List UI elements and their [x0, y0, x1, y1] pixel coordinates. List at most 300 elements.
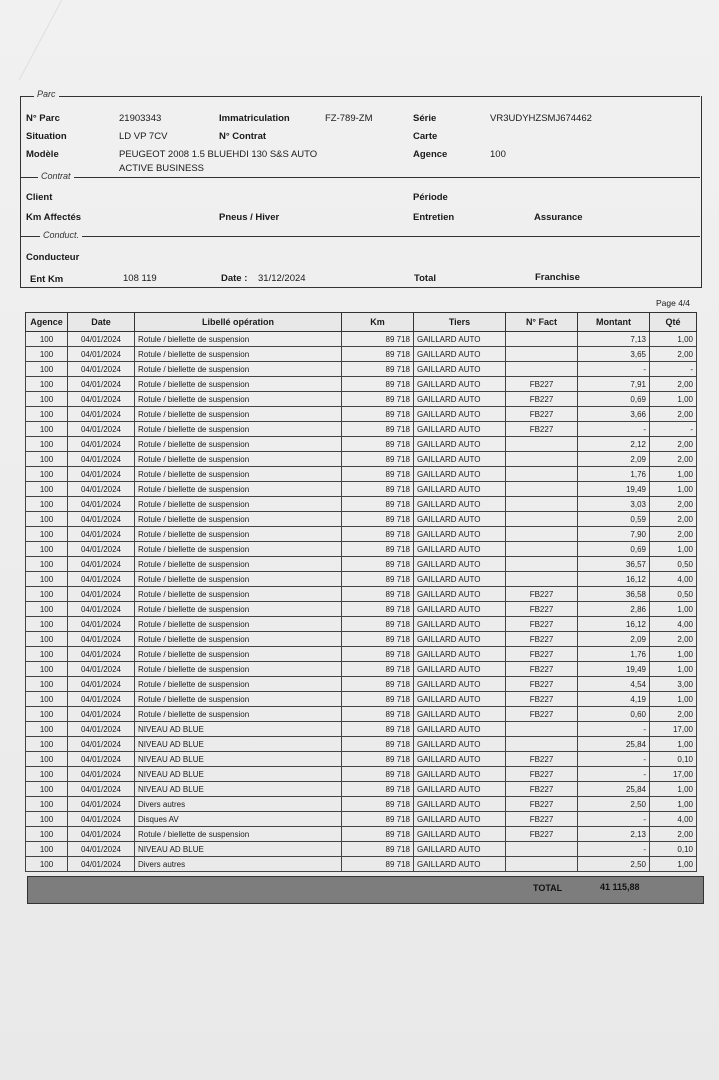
libelle-cell: Rotule / biellette de suspension: [135, 392, 342, 407]
km-cell: 89 718: [342, 737, 414, 752]
qte-cell: 1,00: [650, 467, 697, 482]
montant-cell: 2,09: [578, 452, 650, 467]
km-cell: 89 718: [342, 542, 414, 557]
agence-cell: 100: [26, 797, 68, 812]
date-cell: 04/01/2024: [68, 527, 135, 542]
table-row: [26, 632, 697, 647]
montant-cell: 1,76: [578, 467, 650, 482]
date-cell: 04/01/2024: [68, 587, 135, 602]
date-cell: 04/01/2024: [68, 782, 135, 797]
date-cell: 04/01/2024: [68, 467, 135, 482]
col-header-tiers: Tiers: [414, 313, 506, 332]
montant-cell: -: [578, 767, 650, 782]
no-fact-cell: [506, 557, 578, 572]
tiers-cell: GAILLARD AUTO: [414, 782, 506, 797]
libelle-cell: Rotule / biellette de suspension: [135, 332, 342, 347]
date-cell: 04/01/2024: [68, 842, 135, 857]
client-label: Client: [26, 192, 53, 203]
qte-cell: 4,00: [650, 617, 697, 632]
agence-cell: 100: [26, 497, 68, 512]
qte-cell: 0,50: [650, 587, 697, 602]
no-fact-cell: FB227: [506, 692, 578, 707]
no-fact-cell: FB227: [506, 767, 578, 782]
agence-cell: 100: [26, 707, 68, 722]
date-cell: 04/01/2024: [68, 752, 135, 767]
no-fact-cell: [506, 842, 578, 857]
date-cell: 04/01/2024: [68, 407, 135, 422]
qte-cell: 0,10: [650, 842, 697, 857]
no-fact-cell: FB227: [506, 707, 578, 722]
montant-cell: 36,57: [578, 557, 650, 572]
agence-cell: 100: [26, 587, 68, 602]
agence-cell: 100: [26, 662, 68, 677]
modele-value-line1: PEUGEOT 2008 1.5 BLUEHDI 130 S&S AUTO: [119, 149, 318, 160]
table-row: [26, 362, 697, 377]
montant-cell: 0,60: [578, 707, 650, 722]
km-cell: 89 718: [342, 602, 414, 617]
montant-cell: 36,58: [578, 587, 650, 602]
agence-cell: 100: [26, 767, 68, 782]
libelle-cell: Rotule / biellette de suspension: [135, 827, 342, 842]
montant-cell: 2,13: [578, 827, 650, 842]
no-fact-cell: FB227: [506, 647, 578, 662]
table-row: [26, 437, 697, 452]
agence-cell: 100: [26, 557, 68, 572]
agence-cell: 100: [26, 617, 68, 632]
agence-cell: 100: [26, 527, 68, 542]
date-cell: 04/01/2024: [68, 797, 135, 812]
no-contrat-label: N° Contrat: [219, 131, 267, 142]
agence-cell: 100: [26, 467, 68, 482]
agence-cell: 100: [26, 722, 68, 737]
km-cell: 89 718: [342, 557, 414, 572]
date-cell: 04/01/2024: [68, 482, 135, 497]
tiers-cell: GAILLARD AUTO: [414, 512, 506, 527]
table-row: [26, 842, 697, 857]
entretien-label: Entretien: [413, 212, 455, 223]
agence-cell: 100: [26, 347, 68, 362]
agence-cell: 100: [26, 752, 68, 767]
montant-cell: -: [578, 752, 650, 767]
conducteur-label: Conducteur: [26, 252, 80, 263]
km-cell: 89 718: [342, 767, 414, 782]
montant-cell: 7,13: [578, 332, 650, 347]
table-row: [26, 347, 697, 362]
qte-cell: 1,00: [650, 332, 697, 347]
date-cell: 04/01/2024: [68, 647, 135, 662]
col-header-km: Km: [342, 313, 414, 332]
tiers-cell: GAILLARD AUTO: [414, 557, 506, 572]
tiers-cell: GAILLARD AUTO: [414, 692, 506, 707]
libelle-cell: Rotule / biellette de suspension: [135, 437, 342, 452]
contrat-section-rule: [20, 177, 700, 178]
libelle-cell: Rotule / biellette de suspension: [135, 347, 342, 362]
table-row: [26, 407, 697, 422]
tiers-cell: GAILLARD AUTO: [414, 797, 506, 812]
date-cell: 04/01/2024: [68, 392, 135, 407]
table-row: [26, 557, 697, 572]
tiers-cell: GAILLARD AUTO: [414, 632, 506, 647]
date-value: 31/12/2024: [258, 273, 306, 284]
libelle-cell: Rotule / biellette de suspension: [135, 647, 342, 662]
date-cell: 04/01/2024: [68, 422, 135, 437]
km-cell: 89 718: [342, 572, 414, 587]
libelle-cell: Rotule / biellette de suspension: [135, 707, 342, 722]
montant-cell: -: [578, 722, 650, 737]
date-cell: 04/01/2024: [68, 542, 135, 557]
situation-value: LD VP 7CV: [119, 131, 168, 142]
assurance-label: Assurance: [534, 212, 583, 223]
table-row: [26, 812, 697, 827]
col-header-libelle: Libellé opération: [135, 313, 342, 332]
tiers-cell: GAILLARD AUTO: [414, 452, 506, 467]
tiers-cell: GAILLARD AUTO: [414, 707, 506, 722]
montant-cell: 2,09: [578, 632, 650, 647]
montant-cell: 4,19: [578, 692, 650, 707]
montant-cell: 1,76: [578, 647, 650, 662]
serie-value: VR3UDYHZSMJ674462: [490, 113, 592, 124]
montant-cell: 7,90: [578, 527, 650, 542]
agence-cell: 100: [26, 632, 68, 647]
franchise-label: Franchise: [535, 272, 580, 283]
no-fact-cell: FB227: [506, 752, 578, 767]
col-header-qte: Qté: [650, 313, 697, 332]
tiers-cell: GAILLARD AUTO: [414, 527, 506, 542]
no-fact-cell: [506, 452, 578, 467]
km-cell: 89 718: [342, 647, 414, 662]
table-row: [26, 392, 697, 407]
libelle-cell: Rotule / biellette de suspension: [135, 602, 342, 617]
libelle-cell: NIVEAU AD BLUE: [135, 737, 342, 752]
km-cell: 89 718: [342, 827, 414, 842]
libelle-cell: Rotule / biellette de suspension: [135, 617, 342, 632]
km-cell: 89 718: [342, 707, 414, 722]
table-row: [26, 722, 697, 737]
tiers-cell: GAILLARD AUTO: [414, 677, 506, 692]
libelle-cell: Rotule / biellette de suspension: [135, 677, 342, 692]
agence-cell: 100: [26, 827, 68, 842]
tiers-cell: GAILLARD AUTO: [414, 347, 506, 362]
qte-cell: 17,00: [650, 722, 697, 737]
montant-cell: -: [578, 362, 650, 377]
table-row: [26, 512, 697, 527]
date-cell: 04/01/2024: [68, 512, 135, 527]
montant-cell: 7,91: [578, 377, 650, 392]
agence-cell: 100: [26, 482, 68, 497]
tiers-cell: GAILLARD AUTO: [414, 662, 506, 677]
no-fact-cell: FB227: [506, 602, 578, 617]
tiers-cell: GAILLARD AUTO: [414, 857, 506, 872]
table-row: [26, 662, 697, 677]
table-row: [26, 527, 697, 542]
tiers-cell: GAILLARD AUTO: [414, 647, 506, 662]
km-cell: 89 718: [342, 422, 414, 437]
date-cell: 04/01/2024: [68, 722, 135, 737]
agence-cell: 100: [26, 362, 68, 377]
tiers-cell: GAILLARD AUTO: [414, 467, 506, 482]
agence-cell: 100: [26, 602, 68, 617]
no-fact-cell: [506, 542, 578, 557]
date-cell: 04/01/2024: [68, 332, 135, 347]
qte-cell: 1,00: [650, 647, 697, 662]
tiers-cell: GAILLARD AUTO: [414, 722, 506, 737]
carte-label: Carte: [413, 131, 438, 142]
km-cell: 89 718: [342, 662, 414, 677]
table-row: [26, 587, 697, 602]
date-cell: 04/01/2024: [68, 602, 135, 617]
libelle-cell: Rotule / biellette de suspension: [135, 452, 342, 467]
qte-cell: 1,00: [650, 662, 697, 677]
agence-cell: 100: [26, 647, 68, 662]
montant-cell: 4,54: [578, 677, 650, 692]
libelle-cell: Rotule / biellette de suspension: [135, 632, 342, 647]
no-fact-cell: [506, 467, 578, 482]
date-cell: 04/01/2024: [68, 662, 135, 677]
libelle-cell: NIVEAU AD BLUE: [135, 842, 342, 857]
agence-cell: 100: [26, 782, 68, 797]
qte-cell: 1,00: [650, 737, 697, 752]
qte-cell: 2,00: [650, 827, 697, 842]
total-value: 41 115,88: [600, 882, 640, 892]
tiers-cell: GAILLARD AUTO: [414, 437, 506, 452]
libelle-cell: NIVEAU AD BLUE: [135, 722, 342, 737]
agence-cell: 100: [26, 692, 68, 707]
libelle-cell: Rotule / biellette de suspension: [135, 572, 342, 587]
no-fact-cell: [506, 347, 578, 362]
tiers-cell: GAILLARD AUTO: [414, 377, 506, 392]
qte-cell: 2,00: [650, 527, 697, 542]
operations-table: [25, 312, 697, 872]
agence-cell: 100: [26, 857, 68, 872]
km-cell: 89 718: [342, 407, 414, 422]
no-fact-cell: [506, 722, 578, 737]
paper-fold-shadow: [0, 0, 62, 80]
no-parc-value: 21903343: [119, 113, 162, 124]
qte-cell: 1,00: [650, 602, 697, 617]
libelle-cell: Rotule / biellette de suspension: [135, 482, 342, 497]
date-cell: 04/01/2024: [68, 707, 135, 722]
libelle-cell: NIVEAU AD BLUE: [135, 782, 342, 797]
no-fact-cell: FB227: [506, 392, 578, 407]
table-row: [26, 617, 697, 632]
agence-cell: 100: [26, 332, 68, 347]
montant-cell: 16,12: [578, 617, 650, 632]
date-cell: 04/01/2024: [68, 677, 135, 692]
agence-cell: 100: [26, 377, 68, 392]
no-fact-cell: [506, 482, 578, 497]
libelle-cell: Rotule / biellette de suspension: [135, 557, 342, 572]
libelle-cell: Rotule / biellette de suspension: [135, 527, 342, 542]
no-fact-cell: [506, 437, 578, 452]
libelle-cell: Rotule / biellette de suspension: [135, 362, 342, 377]
no-fact-cell: FB227: [506, 782, 578, 797]
date-cell: 04/01/2024: [68, 812, 135, 827]
qte-cell: 2,00: [650, 512, 697, 527]
km-cell: 89 718: [342, 722, 414, 737]
km-cell: 89 718: [342, 377, 414, 392]
table-row: [26, 452, 697, 467]
libelle-cell: Rotule / biellette de suspension: [135, 377, 342, 392]
table-body: [26, 332, 697, 872]
montant-cell: 3,03: [578, 497, 650, 512]
conduct-section-label: Conduct.: [40, 230, 82, 240]
date-cell: 04/01/2024: [68, 857, 135, 872]
tiers-cell: GAILLARD AUTO: [414, 332, 506, 347]
col-header-no-fact: N° Fact: [506, 313, 578, 332]
qte-cell: 2,00: [650, 437, 697, 452]
agence-cell: 100: [26, 437, 68, 452]
table-row: [26, 422, 697, 437]
km-cell: 89 718: [342, 857, 414, 872]
col-header-date: Date: [68, 313, 135, 332]
km-cell: 89 718: [342, 692, 414, 707]
no-fact-cell: [506, 497, 578, 512]
libelle-cell: Rotule / biellette de suspension: [135, 407, 342, 422]
table-row: [26, 737, 697, 752]
ent-km-label: Ent Km: [30, 274, 64, 285]
tiers-cell: GAILLARD AUTO: [414, 812, 506, 827]
no-fact-cell: FB227: [506, 797, 578, 812]
total-label: TOTAL: [533, 883, 563, 893]
km-cell: 89 718: [342, 497, 414, 512]
table-row: [26, 482, 697, 497]
libelle-cell: Rotule / biellette de suspension: [135, 662, 342, 677]
km-cell: 89 718: [342, 392, 414, 407]
agence-cell: 100: [26, 512, 68, 527]
qte-cell: 0,10: [650, 752, 697, 767]
montant-cell: 2,50: [578, 797, 650, 812]
libelle-cell: NIVEAU AD BLUE: [135, 752, 342, 767]
tiers-cell: GAILLARD AUTO: [414, 842, 506, 857]
table-row: [26, 467, 697, 482]
montant-cell: 0,69: [578, 542, 650, 557]
table-row: [26, 782, 697, 797]
date-cell: 04/01/2024: [68, 617, 135, 632]
qte-cell: 1,00: [650, 482, 697, 497]
date-cell: 04/01/2024: [68, 737, 135, 752]
table-row: [26, 752, 697, 767]
qte-cell: 1,00: [650, 857, 697, 872]
km-cell: 89 718: [342, 467, 414, 482]
km-cell: 89 718: [342, 332, 414, 347]
table-row: [26, 827, 697, 842]
parc-section-label: Parc: [34, 89, 59, 99]
qte-cell: 17,00: [650, 767, 697, 782]
km-cell: 89 718: [342, 617, 414, 632]
no-fact-cell: [506, 512, 578, 527]
table-row: [26, 692, 697, 707]
conduct-section-rule: [20, 236, 700, 237]
no-fact-cell: FB227: [506, 662, 578, 677]
qte-cell: 1,00: [650, 542, 697, 557]
header-box: [20, 96, 702, 288]
tiers-cell: GAILLARD AUTO: [414, 362, 506, 377]
page-number: Page 4/4: [656, 298, 691, 308]
situation-label: Situation: [26, 131, 67, 142]
km-cell: 89 718: [342, 587, 414, 602]
table-row: [26, 602, 697, 617]
montant-cell: -: [578, 422, 650, 437]
qte-cell: 1,00: [650, 797, 697, 812]
km-cell: 89 718: [342, 482, 414, 497]
contrat-section-label: Contrat: [38, 171, 74, 181]
agence-cell: 100: [26, 572, 68, 587]
date-cell: 04/01/2024: [68, 497, 135, 512]
date-cell: 04/01/2024: [68, 377, 135, 392]
ent-km-value: 108 119: [123, 273, 157, 284]
montant-cell: 3,66: [578, 407, 650, 422]
no-fact-cell: FB227: [506, 587, 578, 602]
km-cell: 89 718: [342, 437, 414, 452]
agence-cell: 100: [26, 842, 68, 857]
km-cell: 89 718: [342, 677, 414, 692]
date-label: Date :: [221, 273, 248, 284]
montant-cell: 25,84: [578, 737, 650, 752]
date-cell: 04/01/2024: [68, 452, 135, 467]
montant-cell: -: [578, 812, 650, 827]
date-cell: 04/01/2024: [68, 347, 135, 362]
table-row: [26, 797, 697, 812]
km-cell: 89 718: [342, 812, 414, 827]
col-header-agence: Agence: [26, 313, 68, 332]
libelle-cell: Rotule / biellette de suspension: [135, 497, 342, 512]
km-cell: 89 718: [342, 782, 414, 797]
libelle-cell: Rotule / biellette de suspension: [135, 467, 342, 482]
no-fact-cell: FB227: [506, 407, 578, 422]
no-fact-cell: [506, 857, 578, 872]
date-cell: 04/01/2024: [68, 767, 135, 782]
serie-label: Série: [413, 113, 437, 124]
montant-cell: 16,12: [578, 572, 650, 587]
montant-cell: 2,86: [578, 602, 650, 617]
libelle-cell: Rotule / biellette de suspension: [135, 422, 342, 437]
km-cell: 89 718: [342, 752, 414, 767]
qte-cell: 4,00: [650, 572, 697, 587]
no-fact-cell: FB227: [506, 617, 578, 632]
qte-cell: 2,00: [650, 407, 697, 422]
no-fact-cell: FB227: [506, 632, 578, 647]
qte-cell: -: [650, 362, 697, 377]
agence-label: Agence: [413, 149, 448, 160]
table-row: [26, 857, 697, 872]
immatriculation-label: Immatriculation: [219, 113, 290, 124]
tiers-cell: GAILLARD AUTO: [414, 587, 506, 602]
tiers-cell: GAILLARD AUTO: [414, 602, 506, 617]
libelle-cell: NIVEAU AD BLUE: [135, 767, 342, 782]
libelle-cell: Rotule / biellette de suspension: [135, 542, 342, 557]
no-fact-cell: FB227: [506, 827, 578, 842]
agence-value: 100: [490, 149, 506, 160]
montant-cell: 2,12: [578, 437, 650, 452]
date-cell: 04/01/2024: [68, 632, 135, 647]
no-parc-label: N° Parc: [26, 113, 60, 124]
qte-cell: 1,00: [650, 782, 697, 797]
tiers-cell: GAILLARD AUTO: [414, 497, 506, 512]
parc-section-rule: [20, 96, 700, 97]
table-row: [26, 332, 697, 347]
tiers-cell: GAILLARD AUTO: [414, 617, 506, 632]
qte-cell: 2,00: [650, 347, 697, 362]
libelle-cell: Disques AV: [135, 812, 342, 827]
tiers-cell: GAILLARD AUTO: [414, 482, 506, 497]
montant-cell: 19,49: [578, 482, 650, 497]
table-row: [26, 647, 697, 662]
pneus-hiver-label: Pneus / Hiver: [219, 212, 280, 223]
montant-cell: 25,84: [578, 782, 650, 797]
qte-cell: 2,00: [650, 452, 697, 467]
qte-cell: 1,00: [650, 392, 697, 407]
agence-cell: 100: [26, 542, 68, 557]
